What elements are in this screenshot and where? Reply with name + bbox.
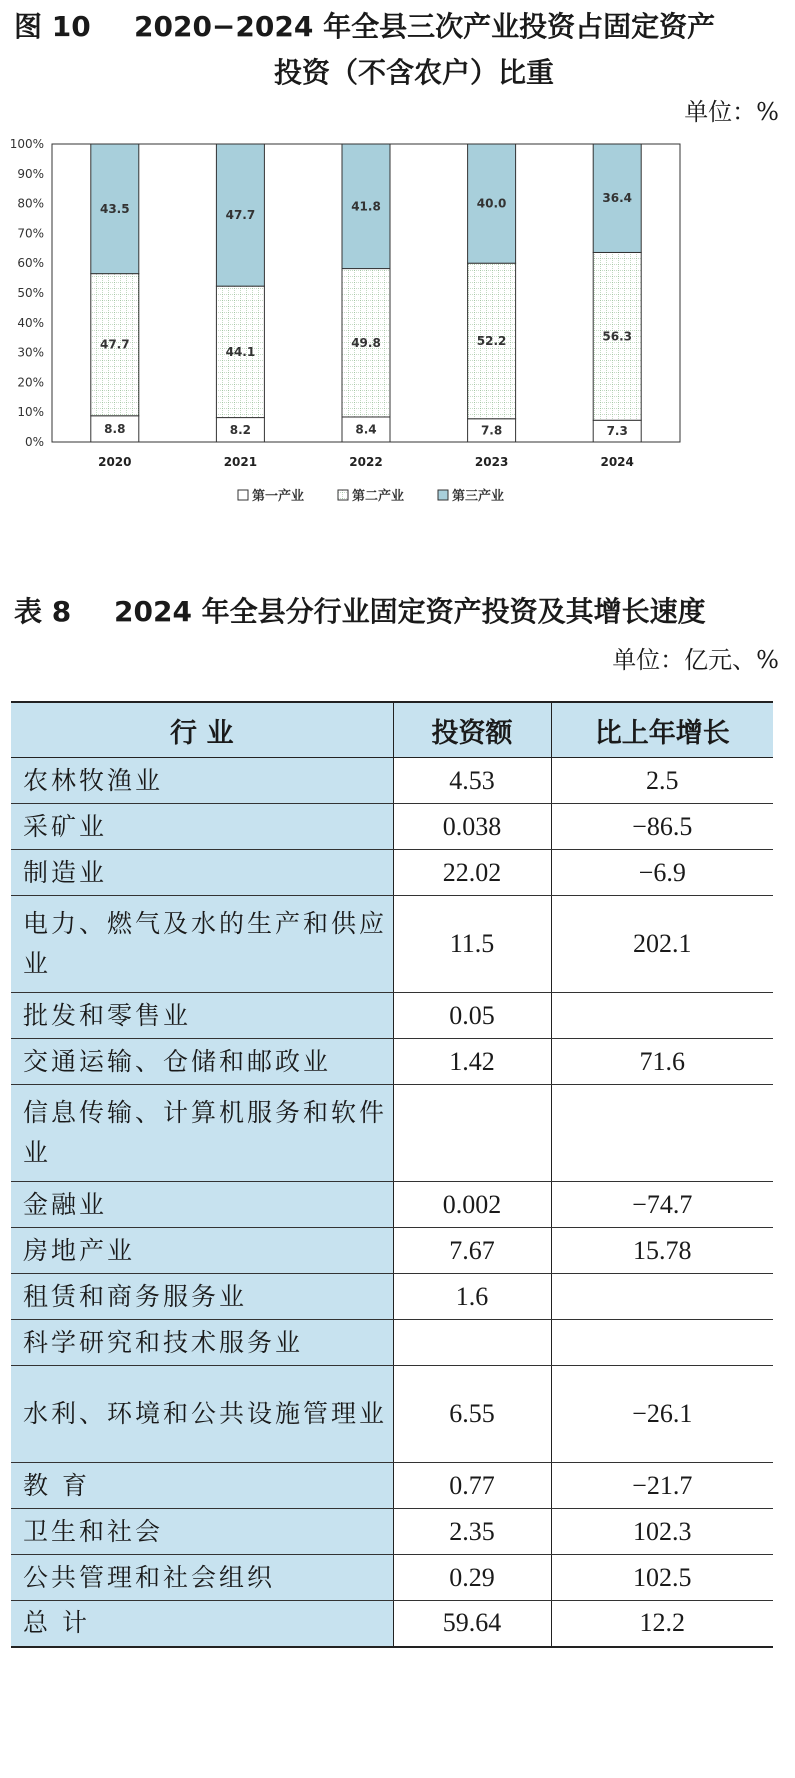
table-row [11, 850, 773, 896]
data-label: 47.7 [225, 208, 256, 223]
industry-cell: 房地产业 [11, 1228, 393, 1274]
y-tick-label: 70% [17, 226, 44, 241]
data-label: 41.8 [351, 199, 381, 214]
data-label: 56.3 [602, 329, 633, 344]
industry-cell: 公共管理和社会组织 [11, 1555, 393, 1601]
legend-swatch [438, 490, 448, 500]
legend-label: 第二产业 [352, 489, 405, 504]
table-row [11, 1228, 773, 1274]
table-row [11, 758, 773, 804]
industry-cell: 农林牧渔业 [11, 758, 393, 804]
y-tick-label: 100% [9, 138, 44, 151]
amount-cell [393, 1085, 551, 1182]
table-row [11, 1320, 773, 1366]
industry-cell: 批发和零售业 [11, 993, 393, 1039]
table-row [11, 896, 773, 993]
header-amount: 投资额 [393, 702, 551, 758]
amount-cell: 1.6 [393, 1274, 551, 1320]
data-label: 49.8 [351, 335, 381, 350]
figure-title-line1: 2020−2024 年全县三次产业投资占固定资产 [134, 10, 716, 43]
table-row [11, 1039, 773, 1085]
legend-swatch [238, 490, 248, 500]
amount-cell: 0.29 [393, 1555, 551, 1601]
legend-label: 第一产业 [252, 489, 305, 504]
industry-cell: 租赁和商务服务业 [11, 1274, 393, 1320]
x-tick-label: 2022 [349, 455, 383, 469]
y-tick-label: 10% [17, 405, 44, 420]
amount-cell: 0.038 [393, 804, 551, 850]
table-row [11, 804, 773, 850]
table-row [11, 1366, 773, 1463]
industry-cell: 制造业 [11, 850, 393, 896]
amount-cell: 7.67 [393, 1228, 551, 1274]
data-label: 8.8 [104, 421, 126, 436]
figure-title [14, 4, 784, 96]
growth-cell: 15.78 [551, 1228, 773, 1274]
amount-cell: 11.5 [393, 896, 551, 993]
table-title-text: 2024 年全县分行业固定资产投资及其增长速度 [114, 595, 706, 628]
amount-cell: 22.02 [393, 850, 551, 896]
x-tick-label: 2021 [223, 455, 258, 469]
header-growth: 比上年增长 [551, 702, 773, 758]
figure-label: 图 10 [14, 10, 91, 43]
y-tick-label: 50% [17, 286, 44, 300]
figure-title-line2: 投资（不含农户）比重 [273, 56, 554, 89]
table-label: 表 8 [14, 595, 72, 628]
y-tick-label: 30% [17, 345, 44, 360]
y-tick-label: 0% [24, 435, 44, 449]
header-industry: 行 业 [11, 702, 393, 758]
data-label: 36.4 [602, 191, 633, 206]
legend-swatch [338, 490, 348, 500]
data-label: 43.5 [99, 201, 130, 216]
table-row [11, 1182, 773, 1228]
amount-cell: 59.64 [393, 1601, 551, 1647]
data-label: 44.1 [225, 344, 256, 359]
growth-cell [551, 1085, 773, 1182]
growth-cell [551, 993, 773, 1039]
data-label: 7.8 [480, 423, 503, 438]
amount-cell [393, 1320, 551, 1366]
table-row [11, 993, 773, 1039]
growth-cell: −74.7 [551, 1182, 773, 1228]
industry-cell: 交通运输、仓储和邮政业 [11, 1039, 393, 1085]
growth-cell: 2.5 [551, 758, 773, 804]
growth-cell: −86.5 [551, 804, 773, 850]
industry-cell: 教 育 [11, 1463, 393, 1509]
stacked-bar-chart [0, 138, 795, 578]
industry-cell: 总 计 [11, 1601, 393, 1647]
growth-cell [551, 1320, 773, 1366]
table-title [14, 592, 784, 632]
data-label: 40.0 [476, 196, 507, 211]
amount-cell: 0.002 [393, 1182, 551, 1228]
y-tick-label: 20% [17, 375, 44, 390]
industry-cell: 信息传输、计算机服务和软件业 [11, 1085, 393, 1182]
table-unit: 单位：亿元、% [612, 646, 779, 674]
y-tick-label: 60% [17, 256, 44, 271]
growth-cell [551, 1274, 773, 1320]
growth-cell: 102.5 [551, 1555, 773, 1601]
industry-cell: 科学研究和技术服务业 [11, 1320, 393, 1366]
growth-cell: −26.1 [551, 1366, 773, 1463]
table-row [11, 1601, 773, 1647]
data-label: 8.2 [229, 422, 252, 437]
table-row [11, 1274, 773, 1320]
growth-cell: 102.3 [551, 1509, 773, 1555]
industry-cell: 卫生和社会 [11, 1509, 393, 1555]
industry-cell: 金融业 [11, 1182, 393, 1228]
data-label: 7.3 [606, 424, 628, 439]
x-tick-label: 2023 [474, 455, 509, 469]
growth-cell: 12.2 [551, 1601, 773, 1647]
x-tick-label: 2020 [98, 455, 132, 469]
figure-unit: 单位：% [684, 98, 779, 126]
amount-cell: 0.77 [393, 1463, 551, 1509]
data-label: 8.4 [355, 422, 377, 437]
amount-cell: 4.53 [393, 758, 551, 804]
y-tick-label: 90% [17, 166, 44, 181]
x-tick-label: 2024 [600, 455, 634, 469]
industry-cell: 采矿业 [11, 804, 393, 850]
table-row [11, 1463, 773, 1509]
table-row [11, 1085, 773, 1182]
y-tick-label: 80% [17, 196, 44, 211]
amount-cell: 6.55 [393, 1366, 551, 1463]
legend-label: 第三产业 [452, 489, 505, 504]
growth-cell: −6.9 [551, 850, 773, 896]
amount-cell: 2.35 [393, 1509, 551, 1555]
data-label: 52.2 [476, 333, 507, 348]
table-header-row [11, 702, 773, 758]
growth-cell: 202.1 [551, 896, 773, 993]
table-row [11, 1555, 773, 1601]
data-label: 47.7 [99, 337, 130, 352]
amount-cell: 0.05 [393, 993, 551, 1039]
amount-cell: 1.42 [393, 1039, 551, 1085]
investment-table [11, 701, 773, 1648]
industry-cell: 电力、燃气及水的生产和供应业 [11, 896, 393, 993]
y-tick-label: 40% [17, 315, 44, 330]
table-row [11, 1509, 773, 1555]
growth-cell: 71.6 [551, 1039, 773, 1085]
growth-cell: −21.7 [551, 1463, 773, 1509]
industry-cell: 水利、环境和公共设施管理业 [11, 1366, 393, 1463]
